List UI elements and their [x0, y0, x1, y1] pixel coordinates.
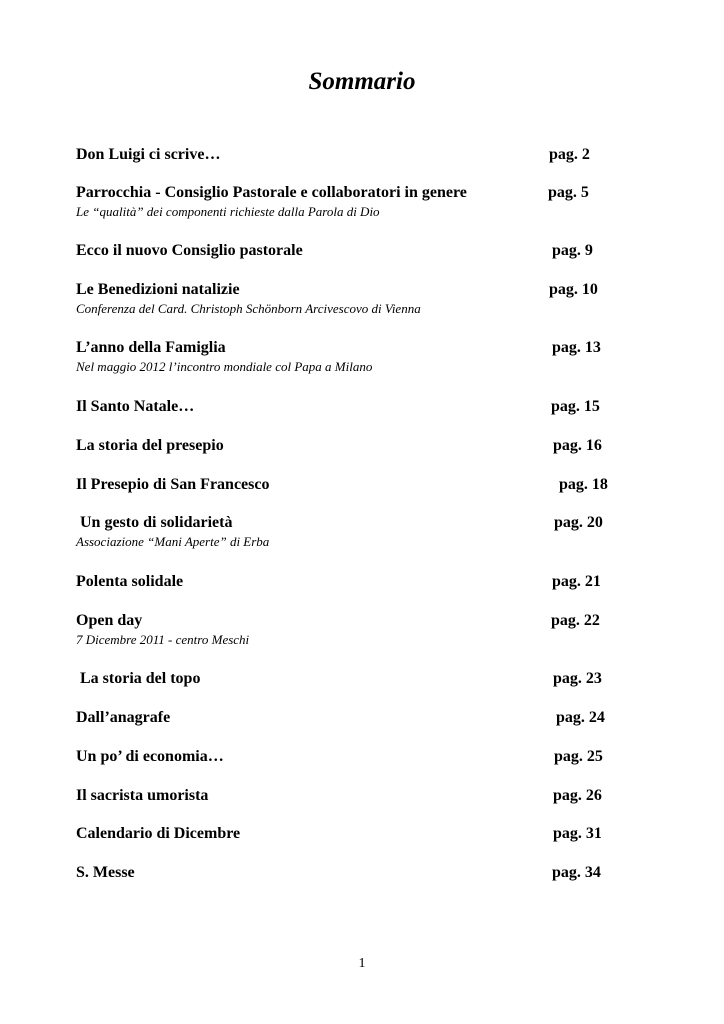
toc-entry-title: Il sacrista umorista	[76, 787, 209, 804]
toc-entry-page: pag. 5	[548, 184, 589, 201]
toc-entry-page: pag. 15	[551, 398, 600, 415]
toc-entry	[76, 785, 636, 825]
toc-entry-page: pag. 18	[559, 476, 608, 493]
toc-entry-title: La storia del topo	[76, 670, 201, 687]
toc-entry-subtitle: Conferenza del Card. Christoph Schönborn Arcivescovo di Vienna	[76, 301, 421, 316]
toc-entry-title: Un po’ di economia…	[76, 748, 224, 765]
toc-entry	[76, 707, 636, 747]
toc-entry	[76, 144, 636, 184]
toc-entry-title: Dall’anagrafe	[76, 709, 171, 726]
toc-entry	[76, 610, 636, 650]
toc-entry-title: Parrocchia - Consiglio Pastorale e collaboratori in genere	[76, 184, 467, 201]
toc-entry-title: Polenta solidale	[76, 573, 184, 590]
toc-entry	[76, 279, 636, 319]
toc-entry-title: Open day	[76, 612, 143, 629]
toc-entry-page: pag. 16	[553, 437, 602, 454]
toc-entry-subtitle: Nel maggio 2012 l’incontro mondiale col Papa a Milano	[76, 359, 373, 374]
toc-entry-page: pag. 22	[551, 612, 600, 629]
toc-entry-title: Calendario di Dicembre	[76, 825, 241, 842]
toc-entry-page: pag. 9	[552, 242, 593, 259]
toc-entry-page: pag. 21	[552, 573, 601, 590]
toc-entry-page: pag. 10	[549, 281, 598, 298]
toc-entry-title: L’anno della Famiglia	[76, 339, 226, 356]
toc-entry-title: Don Luigi ci scrive…	[76, 146, 221, 163]
toc-entry-page: pag. 23	[553, 670, 602, 687]
toc-entry	[76, 182, 636, 222]
toc-entry	[76, 396, 636, 436]
toc-entry-subtitle: Le “qualità” dei componenti richieste dalla Parola di Dio	[76, 204, 380, 219]
toc-entry	[76, 337, 636, 377]
toc-entry-title: Le Benedizioni natalizie	[76, 281, 240, 298]
toc-entry-subtitle: 7 Dicembre 2011 - centro Meschi	[76, 632, 250, 647]
page-number: 1	[358, 956, 366, 971]
toc-entry	[76, 823, 636, 863]
toc-entry	[76, 435, 636, 475]
toc-entry-page: pag. 24	[556, 709, 605, 726]
toc-entry-title: Ecco il nuovo Consiglio pastorale	[76, 242, 303, 259]
toc-entry-title: La storia del presepio	[76, 437, 224, 454]
toc-entry	[76, 571, 636, 611]
toc-entry	[76, 512, 636, 552]
toc-entry-page: pag. 13	[552, 339, 601, 356]
toc-entry-title: Un gesto di solidarietà	[76, 514, 233, 531]
toc-entry-page: pag. 2	[549, 146, 590, 163]
toc-entry-page: pag. 31	[553, 825, 602, 842]
toc-entry-page: pag. 34	[552, 864, 601, 881]
toc-entry	[76, 862, 636, 902]
toc-entry-page: pag. 20	[554, 514, 603, 531]
toc-entry	[76, 474, 636, 514]
toc-entry	[76, 668, 636, 708]
toc-entry-page: pag. 25	[554, 748, 603, 765]
toc-entry	[76, 240, 636, 280]
toc-entry-title: Il Santo Natale…	[76, 398, 195, 415]
toc-entry-subtitle: Associazione “Mani Aperte” di Erba	[76, 534, 270, 549]
toc-entry-title: S. Messe	[76, 864, 135, 881]
toc-entry-title: Il Presepio di San Francesco	[76, 476, 270, 493]
toc-entry	[76, 746, 636, 786]
page-title: Sommario	[308, 68, 416, 95]
toc-entry-page: pag. 26	[553, 787, 602, 804]
